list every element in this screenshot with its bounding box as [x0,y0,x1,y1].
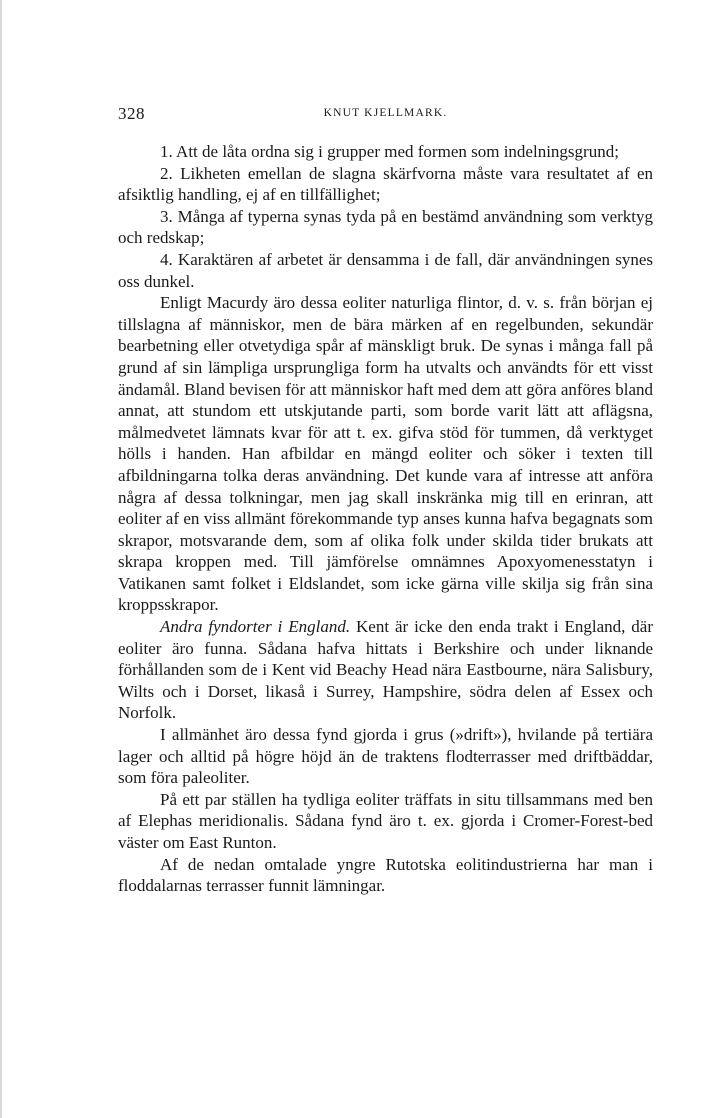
paragraph-list-item-3: 3. Många af typerna synas tyda på en bestämd användning som verktyg och redskap; [118,206,653,248]
paragraph-drift: I allmänhet äro dessa fynd gjorda i grus (»drift»), hvilande på tertiära lager och alltid på högre höjd än de traktens flodterrasser med driftbäddar, som föra paleoliter. [118,725,653,788]
body-text [118,141,653,897]
paragraph-list-item-1: 1. Att de låta ordna sig i grupper med formen som indelningsgrund; [160,142,619,161]
section-lead-heading: Andra fyndorter i England. [160,617,351,637]
page-header [118,104,653,128]
paragraph-in-situ: På ett par ställen ha tydliga eoliter träffats in situ tillsammans med ben af Elephas meridionalis. Sådana fynd äro t. ex. gjorda i Cromer-Forest-bed väster om East Runton. [118,789,653,852]
paragraph-list-item-4: 4. Karaktären af arbetet är densamma i de fall, där användningen synes oss dunkel. [118,249,653,291]
paragraph-rutot: Af de nedan omtalade yngre Rutotska eolitindustrierna har man i floddalarnas terrasser funnit lämningar. [118,854,653,896]
paragraph-list-item-2: 2. Likheten emellan de slagna skärfvorna måste vara resultatet af en afsiktlig handling, ej af en tillfällighet; [118,163,653,205]
paragraph-andra-fyndorter-text: Kent är icke den enda trakt i England, där eoliter äro funna. Sådana hafva hittats i Berkshire och under liknande förhållanden som de i Kent vid Beachy Head nära Eastbourne, nära Salisbury, Wilts och i Dorset, likaså i Surrey, Hampshire, södra delen af Essex och Norfolk. [118,617,653,723]
page-number: 328 [118,104,145,123]
running-head: KNUT KJELLMARK. [323,107,448,119]
paragraph-macurdy: Enligt Macurdy äro dessa eoliter naturliga flintor, d. v. s. från början ej tillslagna af människor, men de bära märken af en regelbunden, sekundär bearbetning eller otvetydiga spår af mänskligt bruk. De synas i många fall på grund af sin lämpliga ursprungliga form ha utvalts och användts för ett visst ändamål. Bland bevisen för att människor haft med dem att göra anföres bland annat, att stundom ett utskjutande parti, som borde varit lätt att aflägsna, målmedvetet lämnats kvar för att t. ex. gifva stöd för tummen, då verktyget hölls i handen. Han afbildar en mängd eoliter och söker i texten till afbildningarna tolka deras användning. Det kunde vara af intresse att anföra några af dessa tolkningar, men jag skall inskränka mig till en erinran, att eoliter af en viss allmänt förekommande typ anses kunna hafva begagnats som skrapor, motsvarande dem, som af olika folk under skilda tider brukats att skrapa kroppen med. Till jämförelse omnämnes Apoxyomenesstatyn i Vatikanen samt folket i Eldslandet, som icke gärna ville skilja sig från sina kroppsskrapor. [118,293,653,615]
paragraph-andra-fyndorter [118,616,653,724]
scan-edge [0,0,2,1118]
